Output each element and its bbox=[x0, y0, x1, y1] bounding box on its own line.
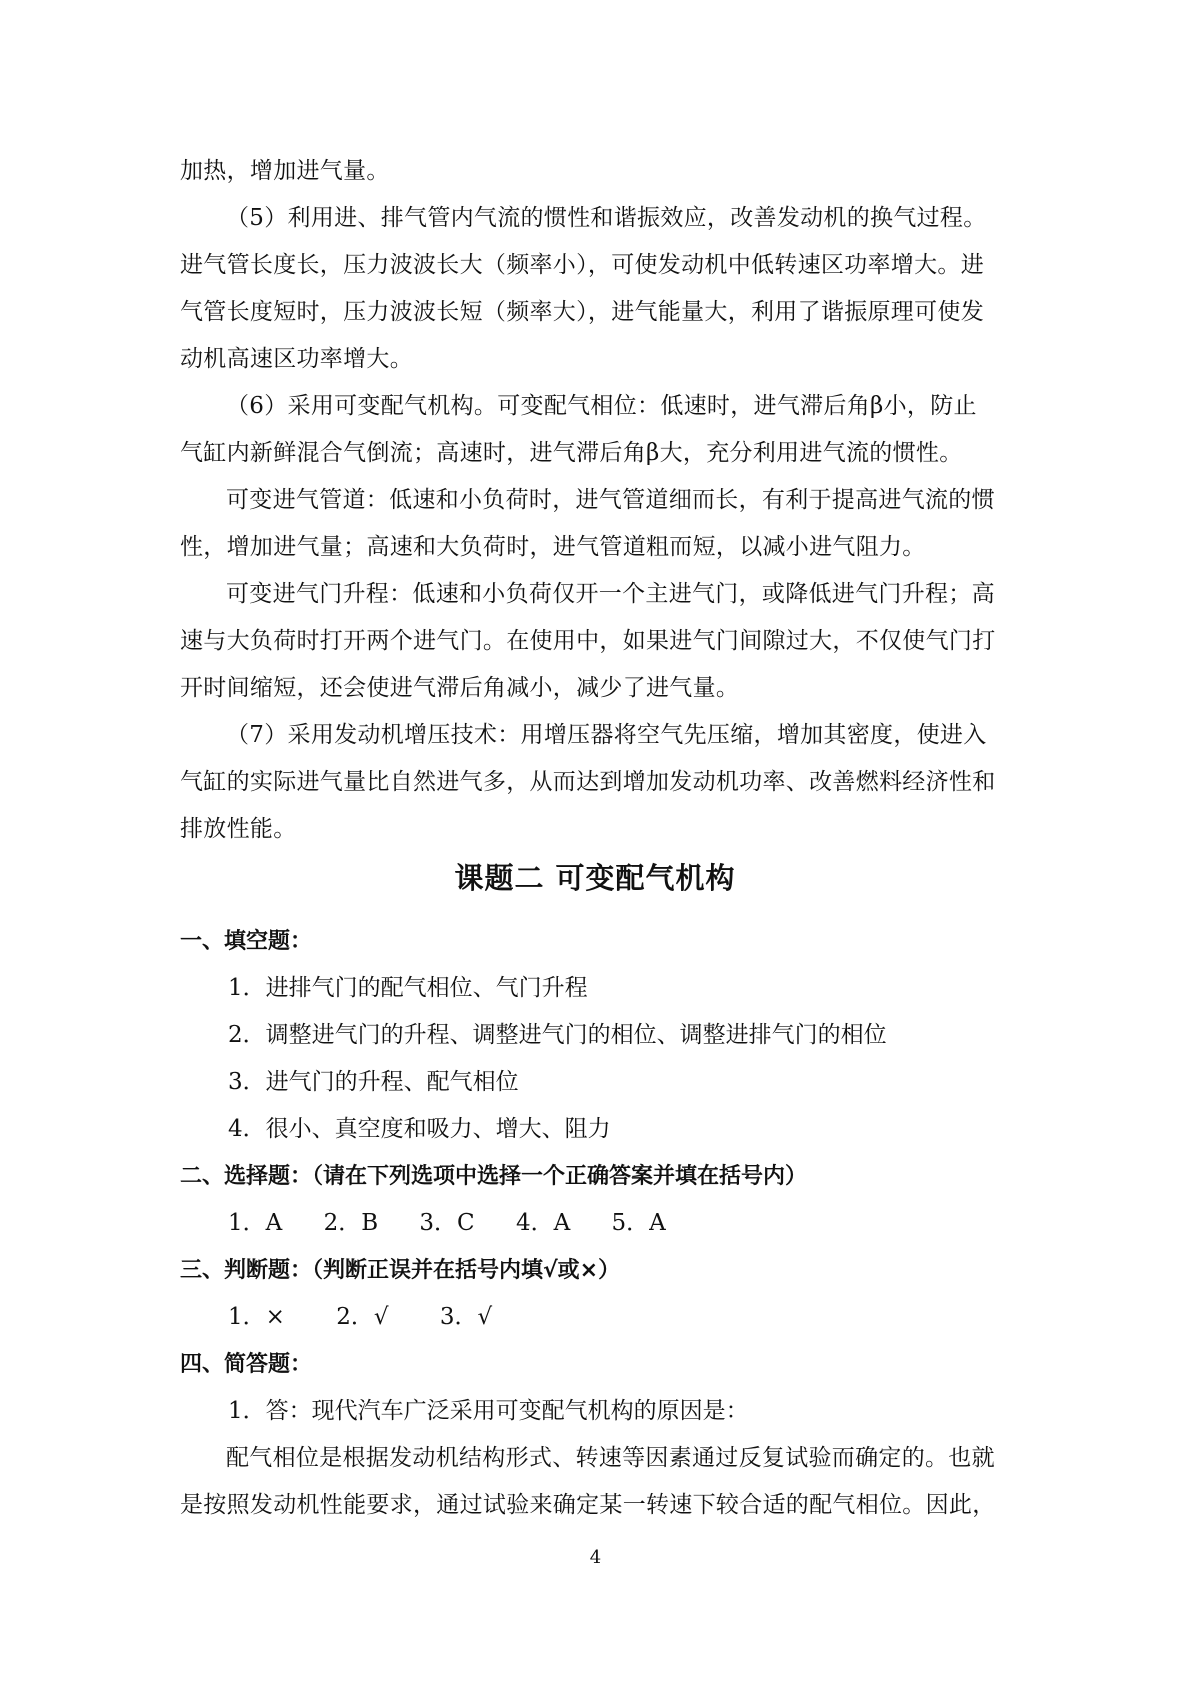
paragraph-line: （6）采用可变配气机构。可变配气相位：低速时，进气滞后角β小，防止 bbox=[226, 393, 977, 419]
paragraph-line: 气缸内新鲜混合气倒流；高速时，进气滞后角β大，充分利用进气流的惯性。 bbox=[180, 440, 963, 466]
paragraph-line: 动机高速区功率增大。 bbox=[180, 346, 413, 372]
choice-heading: 二、选择题：（请在下列选项中选择一个正确答案并填在括号内） bbox=[180, 1164, 808, 1189]
paragraph-line: 排放性能。 bbox=[180, 816, 297, 842]
judge-answer: 2．√ bbox=[336, 1304, 389, 1330]
choice-answer: 3．C bbox=[419, 1210, 475, 1236]
choice-answers bbox=[180, 1200, 1010, 1247]
short-answer-line: 配气相位是根据发动机结构形式、转速等因素通过反复试验而确定的。也就 bbox=[226, 1445, 995, 1471]
paragraph-line: 性，增加进气量；高速和大负荷时，进气管道粗而短，以减小进气阻力。 bbox=[180, 534, 926, 560]
short-answer-line: 是按照发动机性能要求，通过试验来确定某一转速下较合适的配气相位。因此， bbox=[180, 1492, 996, 1518]
fill-in-answer: 2．调整进气门的升程、调整进气门的相位、调整进排气门的相位 bbox=[228, 1022, 887, 1048]
fill-in-answer: 4．很小、真空度和吸力、增大、阻力 bbox=[228, 1116, 611, 1142]
choice-answer: 5．A bbox=[611, 1210, 666, 1236]
paragraph-line: 进气管长度长，压力波波长大（频率小），可使发动机中低转速区功率增大。进 bbox=[180, 252, 984, 278]
paragraph-line: （7）采用发动机增压技术：用增压器将空气先压缩，增加其密度，使进入 bbox=[226, 722, 987, 748]
paragraph-line: 气缸的实际进气量比自然进气多，从而达到增加发动机功率、改善燃料经济性和 bbox=[180, 769, 996, 795]
paragraph-line: （5）利用进、排气管内气流的惯性和谐振效应，改善发动机的换气过程。 bbox=[226, 205, 987, 231]
short-answer-line: 1．答：现代汽车广泛采用可变配气机构的原因是： bbox=[228, 1398, 749, 1424]
fill-in-answer: 3．进气门的升程、配气相位 bbox=[228, 1069, 519, 1095]
paragraph-line: 开时间缩短，还会使进气滞后角减小，减少了进气量。 bbox=[180, 675, 740, 701]
paragraph-line: 可变进气管道：低速和小负荷时，进气管道细而长，有利于提高进气流的惯 bbox=[226, 487, 995, 513]
fill-in-heading: 一、填空题： bbox=[180, 929, 313, 954]
paragraph-line: 可变进气门升程：低速和小负荷仅开一个主进气门，或降低进气门升程；高 bbox=[226, 581, 995, 607]
choice-answer: 4．A bbox=[515, 1210, 571, 1236]
body-text bbox=[180, 148, 1010, 853]
paragraph-line: 气管长度短时，压力波波长短（频率大），进气能量大，利用了谐振原理可使发 bbox=[180, 299, 984, 325]
page-number: 4 bbox=[589, 1547, 602, 1568]
judge-answer: 1．× bbox=[228, 1304, 285, 1330]
choice-answer: 1．A bbox=[228, 1210, 283, 1236]
short-answer-heading: 四、简答题： bbox=[180, 1352, 313, 1377]
paragraph-line: 加热，增加进气量。 bbox=[180, 158, 390, 184]
judge-heading: 三、判断题：（判断正误并在括号内填√或×） bbox=[180, 1258, 621, 1283]
judge-answer: 3．√ bbox=[439, 1304, 493, 1330]
judge-answers bbox=[180, 1294, 1010, 1341]
paragraph-line: 速与大负荷时打开两个进气门。在使用中，如果进气门间隙过大，不仅使气门打 bbox=[180, 628, 996, 654]
answer-key bbox=[180, 918, 1010, 1529]
choice-answer: 2．B bbox=[323, 1210, 379, 1236]
fill-in-answer: 1．进排气门的配气相位、气门升程 bbox=[228, 975, 588, 1001]
section-title: 课题二 可变配气机构 bbox=[454, 861, 736, 895]
